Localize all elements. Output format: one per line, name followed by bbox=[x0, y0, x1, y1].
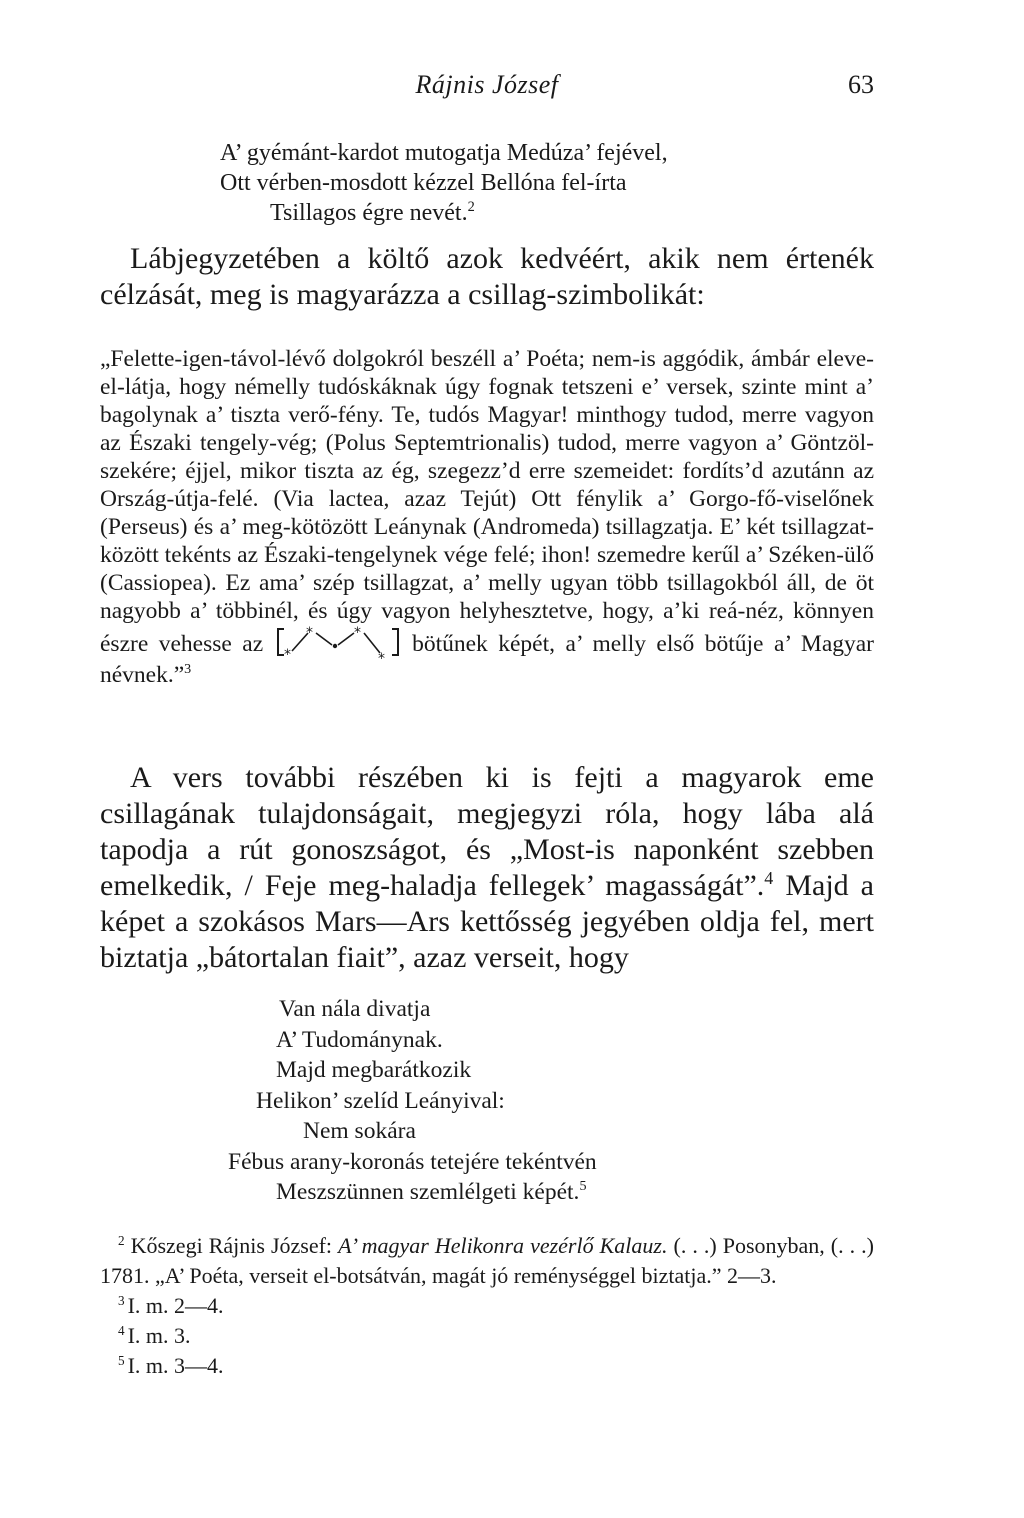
footnote-mark: 2 bbox=[118, 1232, 125, 1248]
footnote-ref: 3 bbox=[184, 661, 192, 678]
quoted-footnote-paragraph bbox=[100, 345, 874, 689]
footnote-5 bbox=[100, 1351, 874, 1381]
footnote-ref: 5 bbox=[579, 1178, 587, 1195]
footnote-4 bbox=[100, 1321, 874, 1351]
footnote-text: (. . .) Posonyban, (. . .) 1781. „A’ Poéta, verseit el-botsátván, magát jó reménységgel biztatja.” 2—3. bbox=[100, 1233, 875, 1288]
verse-line bbox=[276, 1177, 597, 1208]
footnotes bbox=[100, 1231, 874, 1381]
footnote-text: I. m. 3—4. bbox=[127, 1353, 224, 1378]
footnote-work-title: A’ magyar Helikonra vezérlő Kalauz. bbox=[338, 1233, 668, 1258]
running-header bbox=[100, 70, 874, 110]
verse-line: Fébus arany-koronás tetejére tekéntvén bbox=[228, 1148, 597, 1175]
footnote-mark: 3 bbox=[118, 1292, 125, 1308]
quote-text: „Felette-igen-távol-lévő dolgokról beszéll a’ Poéta; nem-is aggódik, ámbár eleve-el-látja, hogy némelly tudóskáknak úgy fognak tetszeni e’ versek, szinte mint a’ bagolynak a’ tiszta verő-fény. Te, tudós Magyar! minthogy tudod, merre vagyon az Északi tengely-vég; (Polus Septemtrionalis) tudod, merre vagyon a’ Göntzöl-szekére; éjjel, mikor tiszta az ég, szegezz’d erre szemeidet: fordíts’d azutánn az Ország-útja-felé. (Via lactea, azaz Tejút) Ott fénylik a’ Gorgo-fő-viselőnek (Perseus) és a’ meg-kötözött Leánynak (Andromeda) tsillagzatja. E’ két tsillagzat-között tekénts az Északi-tengelynek vége felé; ihon! szemedre kerűl a’ Széken-ülő (Cassiopea). Ez ama’ szép tsillagzat, a’ melly ugyan több tsillagokból áll, de öt nagyobb a’ többinél, és úgy vagyon helyhesztetve, hogy, a’ki reá-néz, könnyen észre vehesse az bbox=[100, 346, 874, 657]
footnote-3 bbox=[100, 1291, 874, 1321]
verse-quote-1 bbox=[220, 138, 668, 228]
body-paragraph-1: Lábjegyzetében a költő azok kedvéért, akik nem értenék célzását, meg is magyarázza a csillag-szimbolikát: bbox=[100, 242, 874, 311]
footnote-text: I. m. 2—4. bbox=[127, 1293, 224, 1318]
verse-line-text: Tsillagos égre nevét. bbox=[270, 200, 468, 226]
verse-line: Ott vérben-mosdott kézzel Bellóna fel-írta bbox=[220, 170, 627, 196]
svg-text:*: * bbox=[305, 625, 313, 641]
paragraph-text: A vers további részében ki is fejti a magyarok eme csillagának tulajdonságait, megjegyzi róla, hogy lába alá tapodja a rút gonoszságot, és „Most-is naponként szebben emelkedik, / Feje meg-haladja fellegek’ magasságát”. bbox=[100, 761, 874, 902]
svg-text:*: * bbox=[283, 647, 291, 663]
footnote-2 bbox=[100, 1231, 874, 1291]
verse-line: Van nála divatja bbox=[279, 996, 431, 1022]
verse-line: A’ Tudománynak. bbox=[276, 1026, 443, 1053]
verse-line: Majd megbarátkozik bbox=[276, 1057, 472, 1083]
body-paragraph-3 bbox=[100, 760, 874, 976]
verse-line: Nem sokára bbox=[303, 1118, 416, 1144]
footnote-ref: 2 bbox=[467, 199, 475, 215]
footnote-author: Kőszegi Rájnis József: bbox=[130, 1233, 339, 1258]
running-title: Rájnis József bbox=[415, 70, 559, 99]
verse-line: A’ gyémánt-kardot mutogatja Medúza’ fejével, bbox=[220, 140, 668, 166]
verse-line bbox=[220, 198, 668, 228]
footnote-text: I. m. 3. bbox=[127, 1323, 191, 1348]
svg-text:*: * bbox=[353, 625, 361, 641]
verse-line-text: Meszszünnen szemlélgeti képét. bbox=[276, 1179, 580, 1205]
svg-text:*: * bbox=[377, 651, 385, 665]
verse-quote-2 bbox=[228, 994, 597, 1208]
paragraph-text: Majd a képet a szokásos Mars—Ars kettősség jegyében oldja fel, mert biztatja „bátortalan fiait”, azaz verseit, hogy bbox=[100, 869, 874, 974]
page-number: 63 bbox=[848, 70, 874, 99]
footnote-ref: 4 bbox=[764, 868, 774, 888]
verse-line: Helikon’ szelíd Leányival: bbox=[256, 1087, 505, 1114]
footnote-mark: 4 bbox=[118, 1322, 125, 1338]
footnote-mark: 5 bbox=[118, 1352, 125, 1368]
quote-text: bötűnek képét, a’ melly első bötűje a’ Magyar névnek.” bbox=[100, 631, 875, 688]
cassiopeia-m-glyph-icon bbox=[274, 625, 402, 665]
